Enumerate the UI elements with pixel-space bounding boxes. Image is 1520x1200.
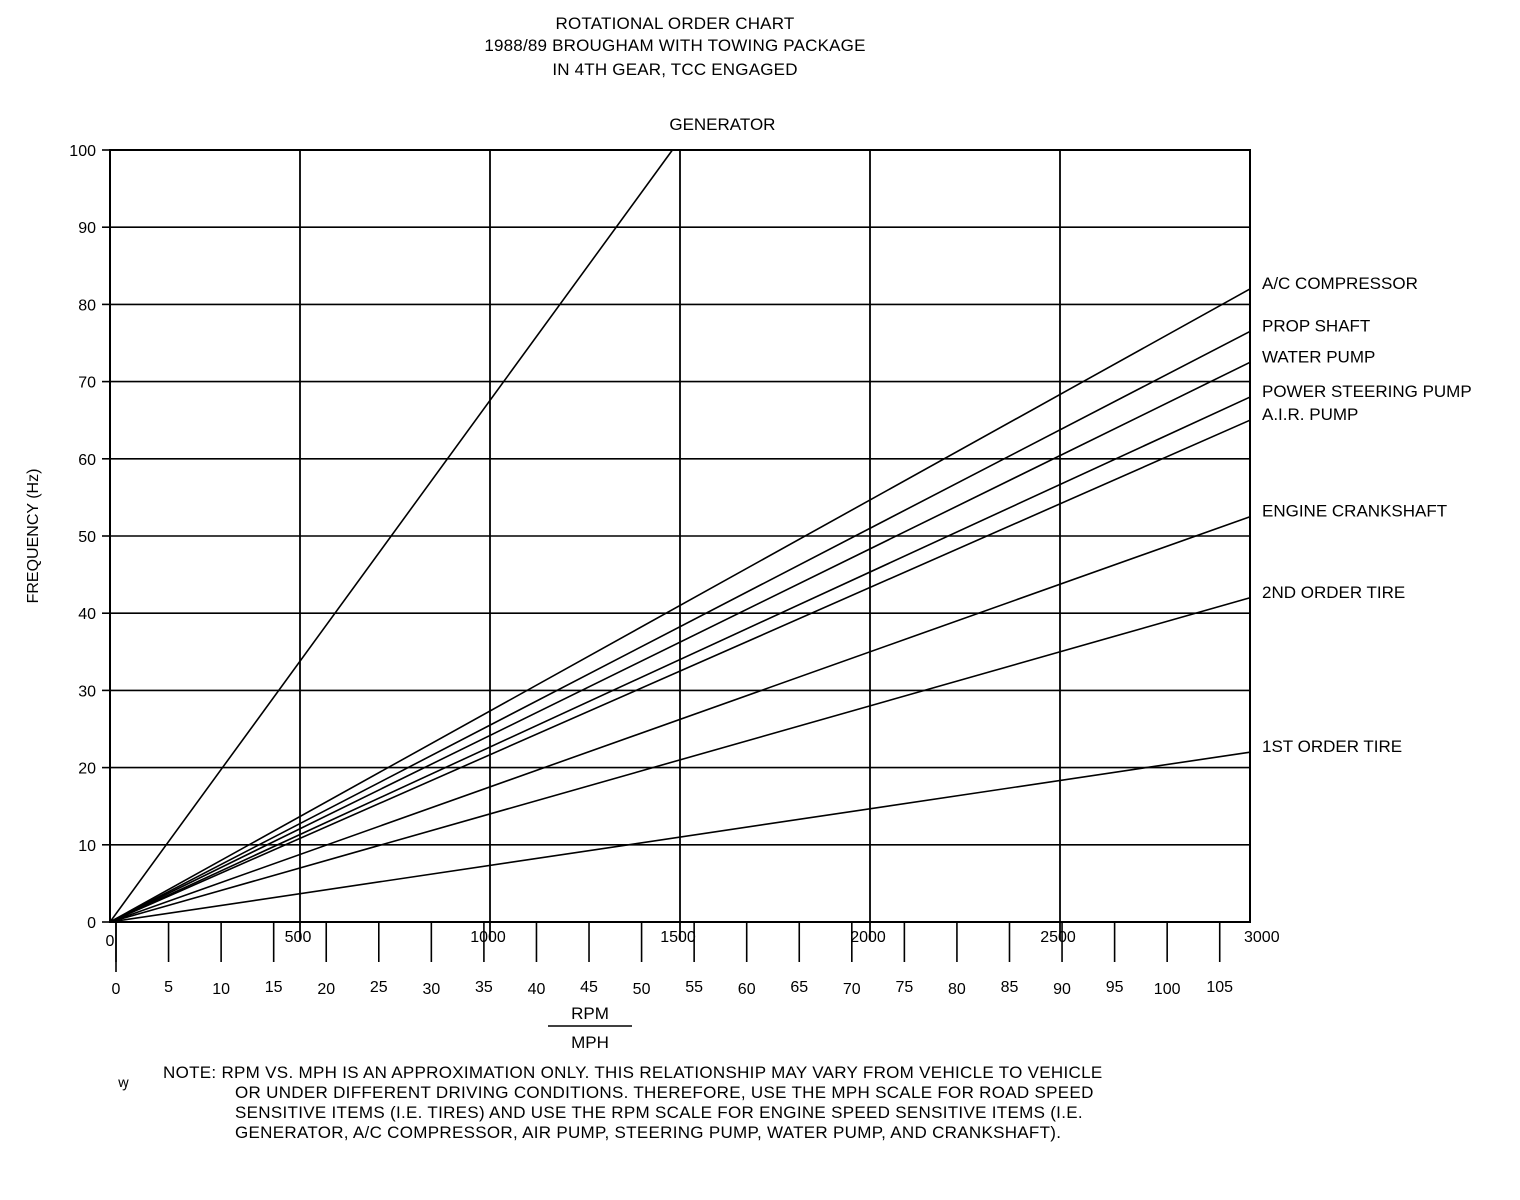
note-line-1: NOTE: RPM VS. MPH IS AN APPROXIMATION ONLY. THIS RELATIONSHIP MAY VARY FROM VEHICLE TO VEHICLE <box>163 1063 1103 1082</box>
series-label-2: PROP SHAFT <box>1262 316 1371 336</box>
y-tick-label-40: 40 <box>78 606 96 624</box>
x-axis-label-rpm: RPM <box>571 1004 609 1023</box>
mph-tick-label-50: 50 <box>632 981 651 998</box>
mph-tick-label-30: 30 <box>422 981 441 998</box>
chart-title-line-2: 1988/89 BROUGHAM WITH TOWING PACKAGE <box>484 36 866 55</box>
y-tick-label-60: 60 <box>78 451 96 469</box>
mph-tick-label-5: 5 <box>164 979 174 996</box>
series-label-5: A.I.R. PUMP <box>1262 405 1359 425</box>
rpm-tick-label-500: 500 <box>284 929 312 946</box>
rpm-tick-label-2000: 2000 <box>850 929 886 946</box>
y-tick-label-50: 50 <box>78 529 96 546</box>
mph-tick-label-85: 85 <box>1000 979 1019 996</box>
mph-tick-label-95: 95 <box>1105 979 1124 996</box>
y-tick-label-0: 0 <box>87 915 96 932</box>
mph-tick-label-105: 105 <box>1206 979 1234 996</box>
y-tick-label-70: 70 <box>78 374 96 392</box>
note-line-4: GENERATOR, A/C COMPRESSOR, AIR PUMP, STEERING PUMP, WATER PUMP, AND CRANKSHAFT). <box>235 1123 1062 1142</box>
y-tick-label-10: 10 <box>78 837 96 855</box>
note-line-3: SENSITIVE ITEMS (I.E. TIRES) AND USE THE RPM SCALE FOR ENGINE SPEED SENSITIVE ITEMS (I.E. <box>235 1103 1083 1122</box>
series-label-4: POWER STEERING PUMP <box>1262 382 1472 402</box>
mph-tick-label-80: 80 <box>948 981 966 998</box>
rpm-tick-label-0: 0 <box>105 933 115 950</box>
rpm-tick-label-3000: 3000 <box>1244 929 1280 946</box>
mph-tick-label-35: 35 <box>475 979 493 996</box>
note-block <box>163 1063 1103 1143</box>
y-tick-label-100: 100 <box>69 143 96 160</box>
series-label-1: A/C COMPRESSOR <box>1262 273 1418 293</box>
rpm-tick-label-2500: 2500 <box>1040 929 1076 946</box>
mph-tick-label-75: 75 <box>895 979 914 996</box>
series-label-7: 2ND ORDER TIRE <box>1262 582 1406 602</box>
series-label-3: WATER PUMP <box>1262 347 1376 367</box>
y-tick-label-80: 80 <box>78 297 96 315</box>
y-tick-label-20: 20 <box>78 760 96 778</box>
margin-mark: ꝡ <box>118 1074 129 1090</box>
chart-title-line-1: ROTATIONAL ORDER CHART <box>555 14 795 33</box>
mph-tick-label-10: 10 <box>212 981 231 998</box>
series-label-0: GENERATOR <box>669 115 776 134</box>
rpm-tick-label-1000: 1000 <box>470 929 506 946</box>
mph-tick-label-15: 15 <box>264 979 283 996</box>
mph-tick-label-90: 90 <box>1053 981 1071 998</box>
mph-tick-label-60: 60 <box>737 981 756 998</box>
y-tick-label-30: 30 <box>78 683 96 701</box>
mph-tick-label-55: 55 <box>685 979 704 996</box>
note-line-2: OR UNDER DIFFERENT DRIVING CONDITIONS. THEREFORE, USE THE MPH SCALE FOR ROAD SPEED <box>235 1083 1094 1102</box>
y-tick-label-90: 90 <box>78 220 96 238</box>
chart-title-line-3: IN 4TH GEAR, TCC ENGAGED <box>552 60 798 79</box>
mph-tick-label-20: 20 <box>317 981 336 998</box>
mph-tick-label-65: 65 <box>790 979 809 996</box>
y-axis-label: FREQUENCY (Hz) <box>25 468 42 604</box>
mph-tick-label-40: 40 <box>527 981 546 998</box>
rpm-tick-label-1500: 1500 <box>660 929 696 946</box>
x-axis-label-mph: MPH <box>571 1033 609 1052</box>
mph-tick-label-25: 25 <box>369 979 388 996</box>
mph-tick-label-0: 0 <box>111 981 121 998</box>
mph-tick-label-70: 70 <box>842 981 861 998</box>
series-label-8: 1ST ORDER TIRE <box>1262 737 1403 757</box>
mph-tick-label-100: 100 <box>1153 981 1181 998</box>
mph-tick-label-45: 45 <box>580 979 598 996</box>
series-label-6: ENGINE CRANKSHAFT <box>1262 501 1448 521</box>
